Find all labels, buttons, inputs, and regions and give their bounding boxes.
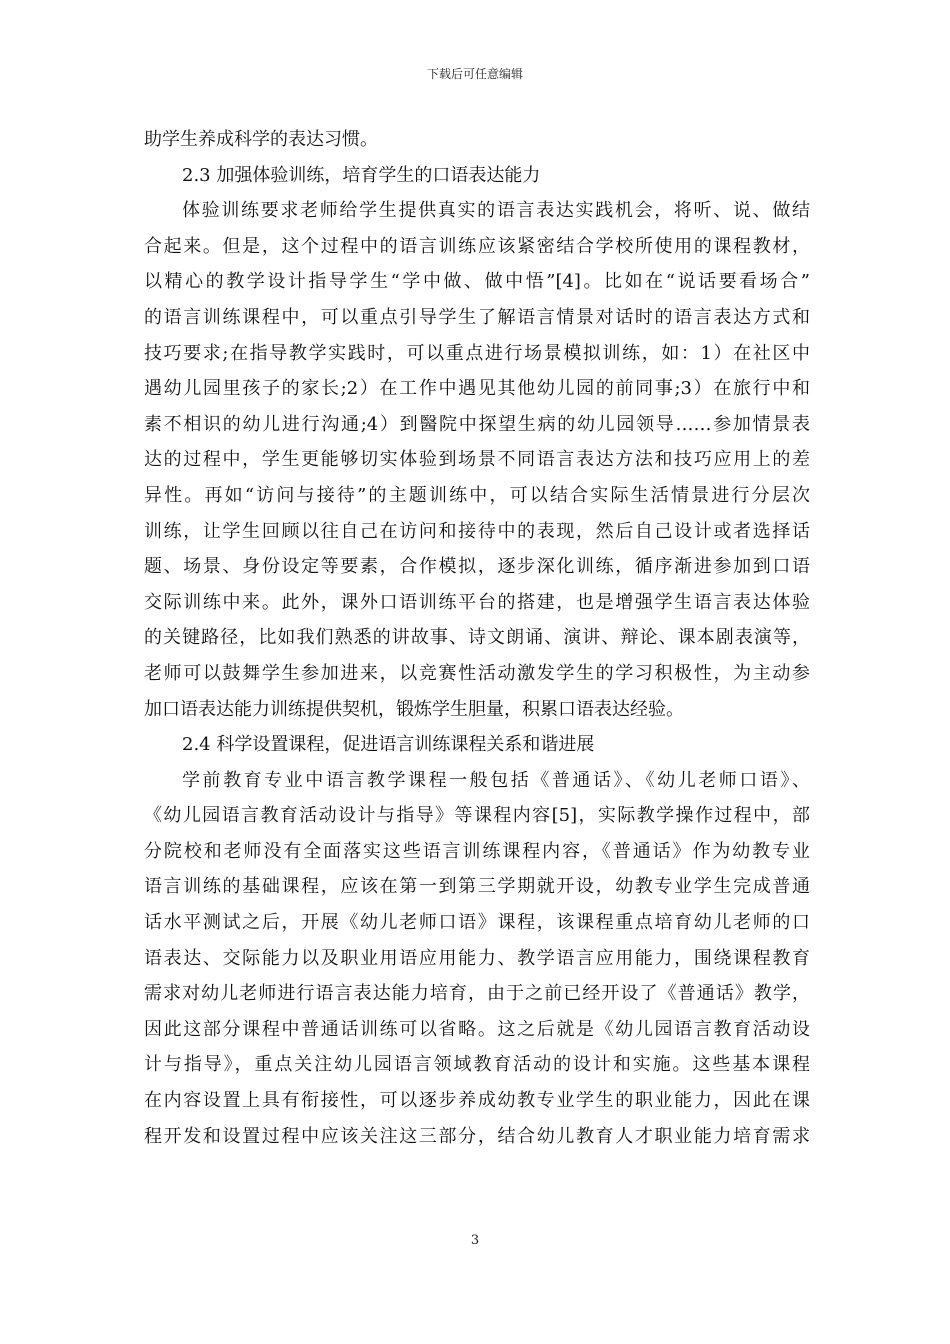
- text-line: 训练，让学生回顾以往自己在访问和接待中的表现，然后自己设计或者选择话: [144, 520, 810, 542]
- text-line: 异性。再如“访问与接待”的主题训练中，可以结合实际生活情景进行分层次: [144, 484, 810, 506]
- text-line: 加口语表达能力训练提供契机，锻炼学生胆量，积累口语表达经验。: [144, 698, 684, 720]
- text-line: 合起来。但是，这个过程中的语言训练应该紧密结合学校所使用的课程教材，: [144, 235, 810, 257]
- text-line: 交际训练中来。此外，课外口语训练平台的搭建，也是增强学生语言表达体验: [144, 591, 810, 613]
- text-line: 的语言训练课程中，可以重点引导学生了解语言情景对话时的语言表达方式和: [144, 306, 810, 328]
- text-line: 达的过程中，学生更能够切实体验到场景不同语言表达方法和技巧应用上的差: [144, 449, 810, 471]
- text-line: 因此这部分课程中普通话训练可以省略。这之后就是《幼儿园语言教育活动设: [144, 1018, 810, 1040]
- text-line: 程开发和设置过程中应该关注这三部分，结合幼儿教育人才职业能力培育需求: [144, 1125, 810, 1147]
- text-line: 在内容设置上具有衔接性，可以逐步养成幼教专业学生的职业能力，因此在课: [144, 1090, 810, 1112]
- text-line: 体验训练要求老师给学生提供真实的语言表达实践机会，将听、说、做结: [182, 200, 810, 222]
- text-line: 技巧要求;在指导教学实践时，可以重点进行场景模拟训练，如：1）在社区中: [144, 342, 810, 364]
- page-header: 下载后可任意编辑: [426, 67, 523, 81]
- text-line: 素不相识的幼儿进行沟通;4）到醫院中探望生病的幼儿园领导……参加情景表: [144, 413, 810, 435]
- text-line: 话水平测试之后，开展《幼儿老师口语》课程，该课程重点培育幼儿老师的口: [144, 912, 810, 934]
- text-line: 题、场景、身份设定等要素，合作模拟，逐步深化训练，循序渐进参加到口语: [144, 556, 810, 578]
- section-heading: 2.3 加强体验训练，培育学生的口语表达能力: [182, 164, 541, 186]
- text-line: 助学生养成科学的表达习惯。: [144, 129, 378, 150]
- text-line: 语表达、交际能力以及职业用语应用能力、教学语言应用能力，围绕课程教育: [144, 947, 810, 969]
- text-line: 语言训练的基础课程，应该在第一到第三学期就开设，幼教专业学生完成普通: [144, 876, 810, 898]
- document-body: [144, 122, 810, 1154]
- text-line: 需求对幼儿老师进行语言表达能力培育，由于之前已经开设了《普通话》教学，: [144, 983, 810, 1005]
- text-line: 的关键路径，比如我们熟悉的讲故事、诗文朗诵、演讲、辩论、课本剧表演等，: [144, 627, 810, 649]
- text-line: 计与指导》，重点关注幼儿园语言领域教育活动的设计和实施。这些基本课程: [144, 1054, 810, 1076]
- page-number: 3: [470, 1233, 480, 1248]
- text-line: 分院校和老师没有全面落实这些语言训练课程内容，《普通话》作为幼教专业: [144, 840, 810, 862]
- text-line: 遇幼儿园里孩子的家长;2）在工作中遇见其他幼儿园的前同事;3）在旅行中和: [144, 378, 810, 400]
- text-line: 以精心的教学设计指导学生“学中做、做中悟”[4]。比如在“说话要看场合”: [144, 271, 810, 293]
- section-heading: 2.4 科学设置课程，促进语言训练课程关系和谐进展: [182, 734, 595, 756]
- text-line: 《幼儿园语言教育活动设计与指导》等课程内容[5]，实际教学操作过程中，部: [144, 805, 810, 827]
- text-line: 老师可以鼓舞学生参加进来，以竞赛性活动激发学生的学习积极性，为主动参: [144, 662, 810, 684]
- text-line: 学前教育专业中语言教学课程一般包括《普通话》、《幼儿老师口语》、: [182, 769, 810, 791]
